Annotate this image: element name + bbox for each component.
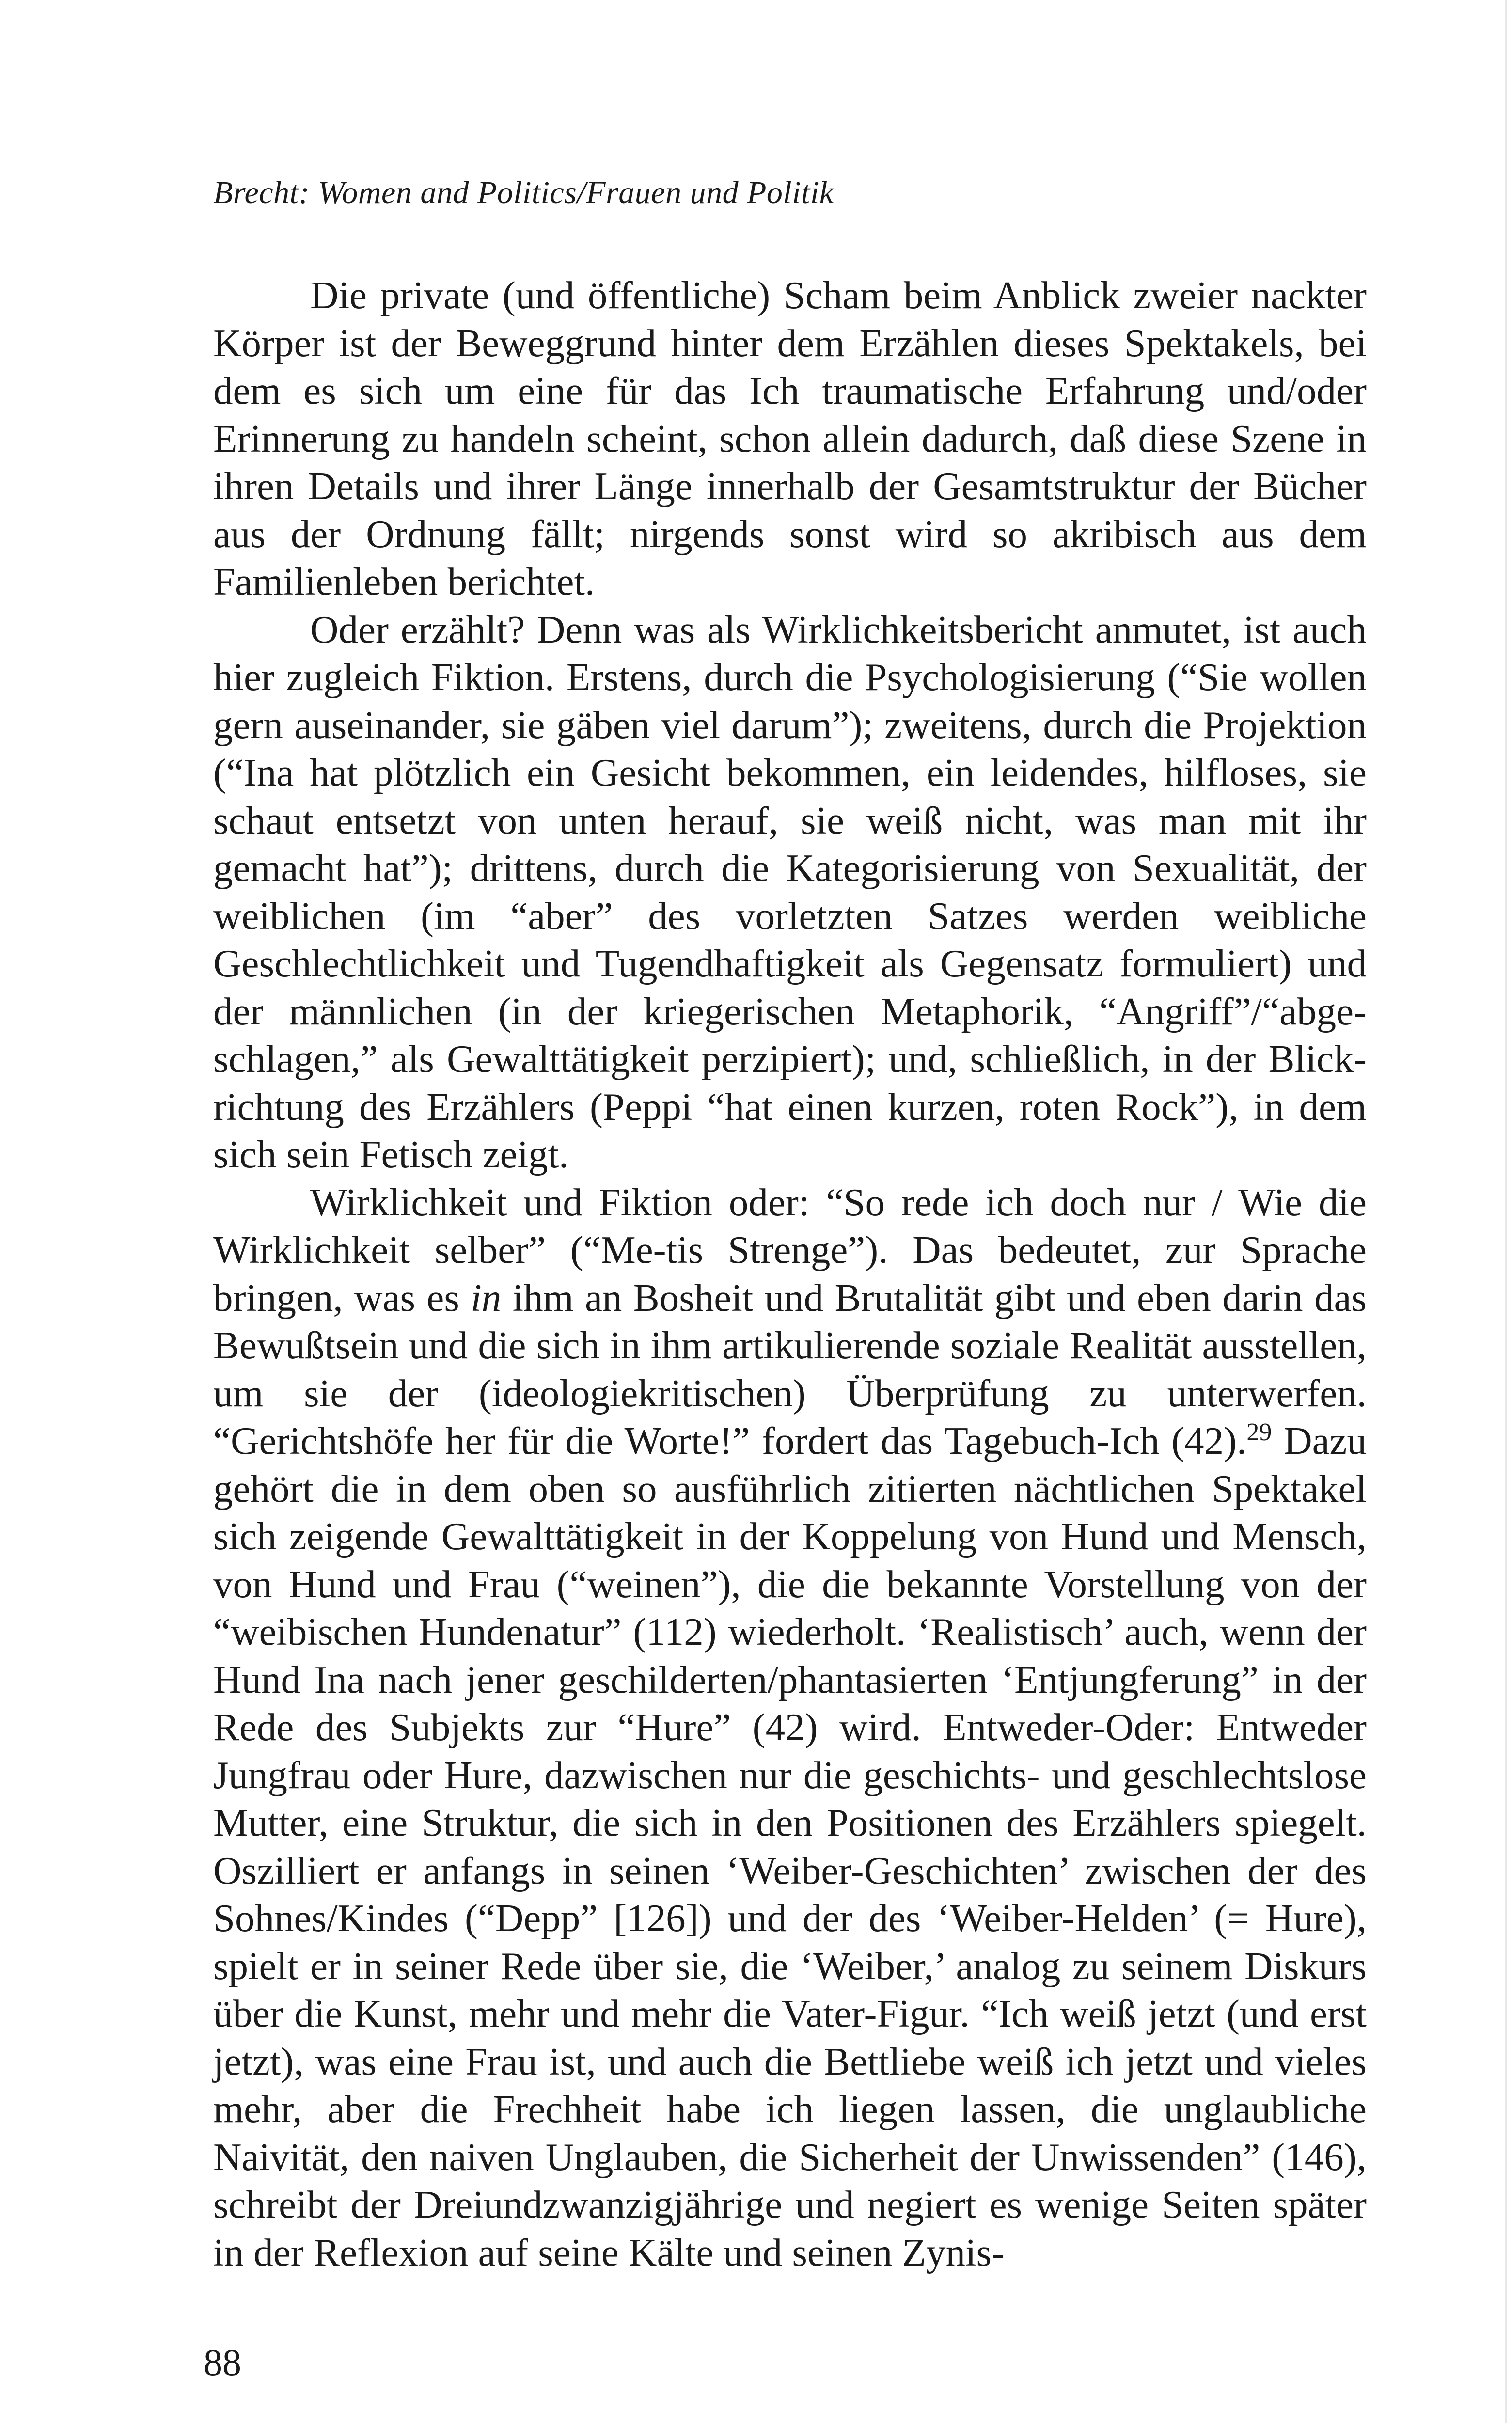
paragraph-1: Die private (und öffentliche) Scham beim Anblick zweier nackter Körper ist der Beweggrund hinter dem Erzählen dieses Spektakels, bei dem es sich um eine für das Ich traumatische Erfahrung und/oder Erinnerung zu handeln scheint, schon allein dadurch, daß diese Szene in ihren Details und ihrer Länge innerhalb der Gesamtstruktur der Bücher aus der Ordnung fällt; nirgends sonst wird so akribisch aus dem Familienleben berichtet. bbox=[213, 273, 1367, 603]
page-number: 88 bbox=[204, 2341, 241, 2383]
footnote-reference: 29 bbox=[1246, 1418, 1272, 1446]
running-head: Brecht: Women and Politics/Frauen und Politik bbox=[213, 175, 834, 210]
paragraph-3-text-b: ihm an Bosheit und Brutalität gibt und eben darin das Bewußtsein und die sich in ihm artikulierende soziale Realität ausstellen, um sie der (ideologiekritischen) Überprüfung zu unterwerfen. “Gerichtshöfe her für die Worte!” fordert das Tagebuch-Ich (42). bbox=[213, 1275, 1367, 1463]
paragraph-2: Oder erzählt? Denn was als Wirklichkeitsbericht anmutet, ist auch hier zugleich Fiktion. Erstens, durch die Psychologisierung (“Sie wollen gern auseinander, sie gäben viel darum”); zweitens, durch die Projektion (“Ina hat plötzlich ein Gesicht bekommen, ein leidendes, hilfloses, sie schaut entsetzt von unten herauf, sie weiß nicht, was man mit ihr gemacht hat”); drittens, durch die Kategorisierung von Sexualität, der weiblichen (im “aber” des vorletzten Satzes werden weibliche Geschlechtlichkeit und Tugendhaftigkeit als Gegensatz formuliert) und der männlichen (in der kriegerischen Metaphorik, “Angriff”/“abgeschlagen,” als Gewalttätigkeit perzipiert); und, schließlich, in der Blickrichtung des Erzählers (Peppi “hat einen kurzen, roten Rock”), in dem sich sein Fetisch zeigt. bbox=[213, 607, 1367, 1176]
emphasis-in: in bbox=[471, 1275, 502, 1320]
body-text bbox=[213, 271, 1367, 2276]
paragraph-3 bbox=[213, 1179, 1367, 2277]
scan-edge-line bbox=[1505, 0, 1507, 2423]
paragraph-3-text-c: Dazu gehört die in dem oben so ausführlich zitierten nächtlichen Spektakel sich zeigende Gewalttätigkeit in der Koppelung von Hund und Mensch, von Hund und Frau (“weinen”), die die bekannte Vorstellung von der “weibischen Hundenatur” (112) wiederholt. ‘Realistisch’ auch, wenn der Hund Ina nach jener geschilderten/phantasierten ‘Entjungferung” in der Rede des Subjekts zur “Hure” (42) wird. Entweder-Oder: Entweder Jungfrau oder Hure, dazwischen nur die geschichts- und geschlechtslose Mutter, eine Struktur, die sich in den Positionen des Erzählers spiegelt. Oszilliert er anfangs in seinen ‘Weiber-Geschichten’ zwischen der des Sohnes/Kindes (“Depp” [126]) und der des ‘Weiber-Helden’ (= Hure), spielt er in seiner Rede über sie, die ‘Weiber,’ analog zu seinem Diskurs über die Kunst, mehr und mehr die Vater-Figur. “Ich weiß jetzt (und erst jetzt), was eine Frau ist, und auch die Bettliebe weiß ich jetzt und vieles mehr, aber die Frechheit habe ich liegen lassen, die unglaubliche Naivität, den naiven Unglauben, die Sicherheit der Unwissenden” (146), schreibt der Dreiundzwanzigjährige und negiert es wenige Seiten später in der Reflexion auf seine Kälte und seinen Zynis- bbox=[213, 1419, 1367, 2274]
paragraph-3-text-a: Wirklichkeit und Fiktion oder: “So rede ich doch nur / Wie die Wirklichkeit selber” (“Me-tis Strenge”). Das bedeutet, zur Sprache bringen, was es bbox=[213, 1180, 1367, 1320]
